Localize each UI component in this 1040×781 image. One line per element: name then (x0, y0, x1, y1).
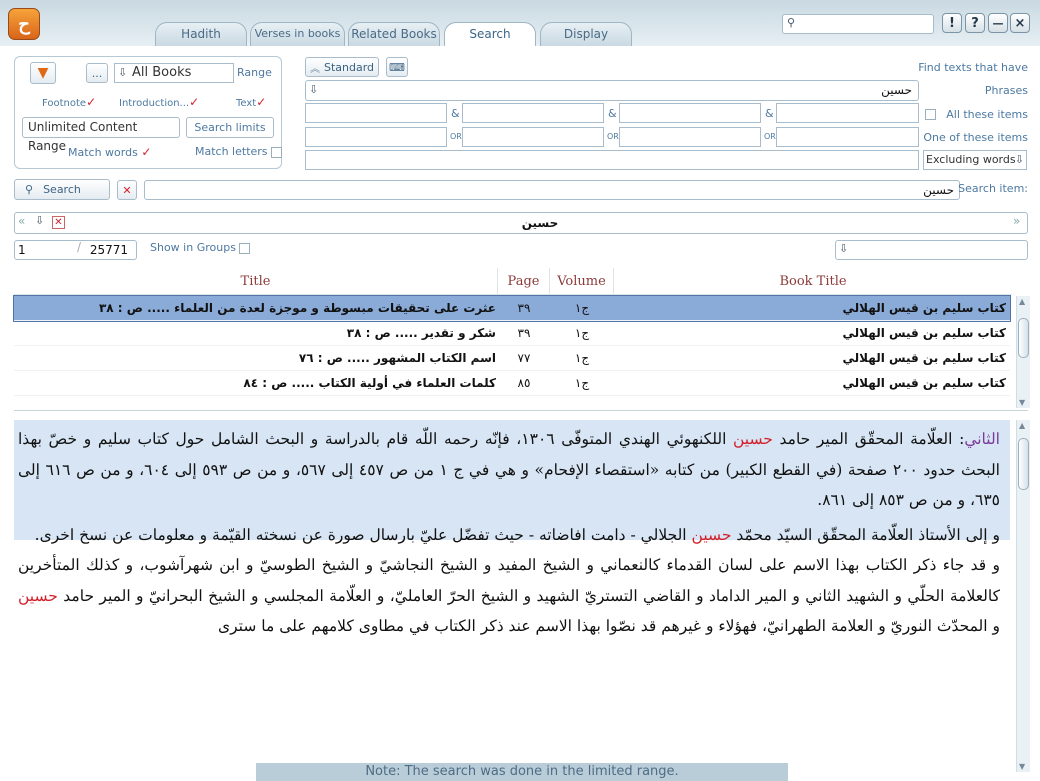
table-row[interactable]: شكر و تقدير ..... ص : ٣٨ ٣٩ ج١ كتاب سليم بن قيس الهلالي (14, 321, 1010, 346)
and-input-3[interactable] (619, 103, 761, 123)
chevron-up-icon: ︽ (309, 63, 320, 75)
all-items-label: All these items (946, 108, 1028, 121)
phrase-input[interactable] (305, 80, 919, 101)
scrollbar-thumb[interactable] (1018, 438, 1029, 490)
search-icon: ⚲ (787, 16, 796, 29)
books-select-value: All Books (132, 65, 192, 80)
and-input-2[interactable] (462, 103, 604, 123)
all-items-checkbox[interactable] (925, 109, 936, 120)
down-arrow-icon: ⇩ (118, 66, 128, 79)
search-item-input[interactable] (144, 180, 960, 200)
more-button[interactable]: ... (86, 63, 108, 83)
column-header-volume[interactable]: Volume (550, 268, 614, 295)
search-item-label: Search item: (958, 182, 1028, 195)
paragraph: و قد جاء ذكر الكتاب بهذا الاسم على لسان القدماء كالنعماني و الشيخ المفيد و الشيخ النجاشيّ و الشيخ الطوسيّ و ابن شهرآشوب، و كذلك المتأخرين كالعلامة الحلّي و الشهيد الثاني و المير الداماد و القاضي التستريّ الشهيد و الشيخ الحرّ العامليّ، و العلّامة المجلسي و الشيخ البحرانيّ و المير حامد حسين و المحدّث النوريّ و العلامة الطهرانيّ، فهؤلاء و غيرهم قد نصّوا بهذا الاسم عند ذكر الكتاب في مطاوى كلامهم على ما سترى (18, 556, 1000, 635)
or-input-3[interactable] (619, 127, 761, 147)
or-separator: OR (450, 132, 462, 141)
books-select[interactable] (114, 63, 234, 83)
scroll-down-icon[interactable]: ▼ (1019, 398, 1026, 407)
group-select[interactable] (835, 240, 1028, 260)
exclude-input[interactable] (305, 150, 919, 170)
filter-icon[interactable]: ▼ (30, 62, 56, 84)
column-header-page[interactable]: Page (498, 268, 550, 295)
or-separator: OR (764, 132, 776, 141)
search-button[interactable]: ⚲ Search (14, 179, 110, 200)
search-icon: ⚲ (25, 183, 34, 196)
find-texts-label: Find texts that have (918, 61, 1028, 74)
divider (14, 410, 1028, 411)
and-separator: & (451, 107, 460, 120)
app-logo-icon[interactable]: ح (8, 8, 40, 40)
tab-related-books[interactable]: Related Books (348, 22, 440, 46)
down-arrow-icon[interactable]: ⇩ (35, 214, 45, 227)
content-text (14, 424, 1004, 764)
clear-icon[interactable]: ✕ (117, 180, 137, 200)
phrases-label: Phrases (984, 84, 1028, 97)
introduction-label[interactable]: Introduction...✓ (119, 95, 200, 109)
scroll-up-icon[interactable]: ▲ (1019, 421, 1026, 430)
table-row[interactable]: كلمات العلماء في أولية الكتاب ..... ص : ٨٤ ٨٥ ج١ كتاب سليم بن قيس الهلالي (14, 371, 1010, 396)
footer-note: Note: The search was done in the limited range. (256, 763, 788, 781)
range-button[interactable]: Range (237, 66, 272, 79)
or-separator: OR (607, 132, 619, 141)
search-limits-button[interactable]: Search limits (186, 117, 274, 138)
search-item-value: حسين (923, 183, 954, 197)
column-header-title[interactable]: Title (14, 268, 498, 295)
table-scrollbar[interactable] (1016, 296, 1030, 408)
match-letters-option[interactable]: Match letters (195, 145, 282, 158)
and-input-1[interactable] (305, 103, 447, 123)
and-separator: & (608, 107, 617, 120)
phrase-value: حسين (881, 83, 912, 97)
total-results: 25771 (89, 243, 128, 257)
and-input-4[interactable] (776, 103, 919, 123)
minimize-button[interactable]: — (988, 13, 1008, 33)
down-arrow-icon: ⇩ (309, 83, 319, 96)
or-input-2[interactable] (462, 127, 604, 147)
last-icon[interactable]: » (1013, 214, 1021, 228)
paragraph: و إلى الأستاذ العلّامة المحقّق السيّد محمّد حسين الجلالي - دامت افاضاته - حيث تفضّل عليّ بارسال صورة عن نسخته القيّمة و معلومات عن نسخ اخرى. (34, 525, 1000, 544)
current-result: 1 (18, 243, 26, 257)
scrollbar-thumb[interactable] (1018, 318, 1029, 358)
info-button[interactable]: ! (942, 13, 962, 33)
text-label[interactable]: Text✓ (236, 95, 267, 109)
nav-term: حسين (521, 216, 559, 230)
content-scrollbar[interactable] (1016, 420, 1030, 772)
pager[interactable]: 1 / 25771 (14, 240, 137, 260)
down-arrow-icon: ⇩ (1014, 153, 1024, 166)
remove-term-icon[interactable]: ✕ (52, 216, 65, 229)
down-arrow-icon: ⇩ (839, 242, 849, 255)
match-letters-checkbox[interactable] (271, 147, 282, 158)
footnote-label[interactable]: Footnote✓ (42, 95, 97, 109)
help-button[interactable]: ? (965, 13, 985, 33)
standard-button[interactable]: ︽ Standard (305, 57, 379, 77)
unlimited-range-button[interactable]: Unlimited Content Range (22, 117, 180, 138)
table-row[interactable]: اسم الكتاب المشهور ..... ص : ٧٦ ٧٧ ج١ كتاب سليم بن قيس الهلالي (14, 346, 1010, 371)
match-words-option[interactable]: Match words ✓ (68, 145, 152, 159)
or-input-1[interactable] (305, 127, 447, 147)
scroll-down-icon[interactable]: ▼ (1019, 762, 1026, 771)
or-input-4[interactable] (776, 127, 919, 147)
show-in-groups-checkbox[interactable] (239, 243, 250, 254)
quick-search-input[interactable] (782, 14, 934, 34)
paragraph: الثاني: العلّامة المحقّق المير حامد حسين اللكنهوئي الهندي المتوفّى ١٣٠٦، فإنّه رحمه اللّه قام بالدراسة و البحث الشامل حول كتاب سليم و خصّ بهذا البحث حدود ٢٠٠ صفحة (في القطع الكبير) من كتابه «استقصاء الإفحام» و هي في ج ١ من ص ٤٥٧ إلى ٥٦٧، و من ص ٥٩٣ إلى ٦٠٤، و من ص ٦١٦ إلى ٦٣٥، و من ص ٨٥٣ إلى ٨٦١. (18, 430, 1000, 509)
close-button[interactable]: × (1010, 13, 1030, 33)
excluding-words-select[interactable]: Excluding words ⇩ (923, 150, 1027, 170)
tab-search[interactable]: Search (444, 22, 536, 46)
results-table (14, 268, 1012, 408)
keyboard-icon[interactable]: ⌨ (386, 57, 408, 77)
tab-verses-in-books[interactable]: Verses in books (250, 22, 345, 46)
tab-hadith[interactable]: Hadith (155, 22, 247, 46)
scroll-up-icon[interactable]: ▲ (1019, 297, 1026, 306)
and-separator: & (765, 107, 774, 120)
column-header-book-title[interactable]: Book Title (614, 268, 1012, 295)
tab-display[interactable]: Display (540, 22, 632, 46)
first-icon[interactable]: « (18, 214, 26, 228)
show-in-groups-option[interactable]: Show in Groups (150, 241, 250, 254)
one-of-items-label: One of these items (923, 131, 1028, 144)
table-row[interactable]: عثرت على تحقيقات مبسوطة و موجزة لعدة من العلماء ..... ص : ٣٨ ٣٩ ج١ كتاب سليم بن قيس الهلالي (14, 296, 1010, 321)
